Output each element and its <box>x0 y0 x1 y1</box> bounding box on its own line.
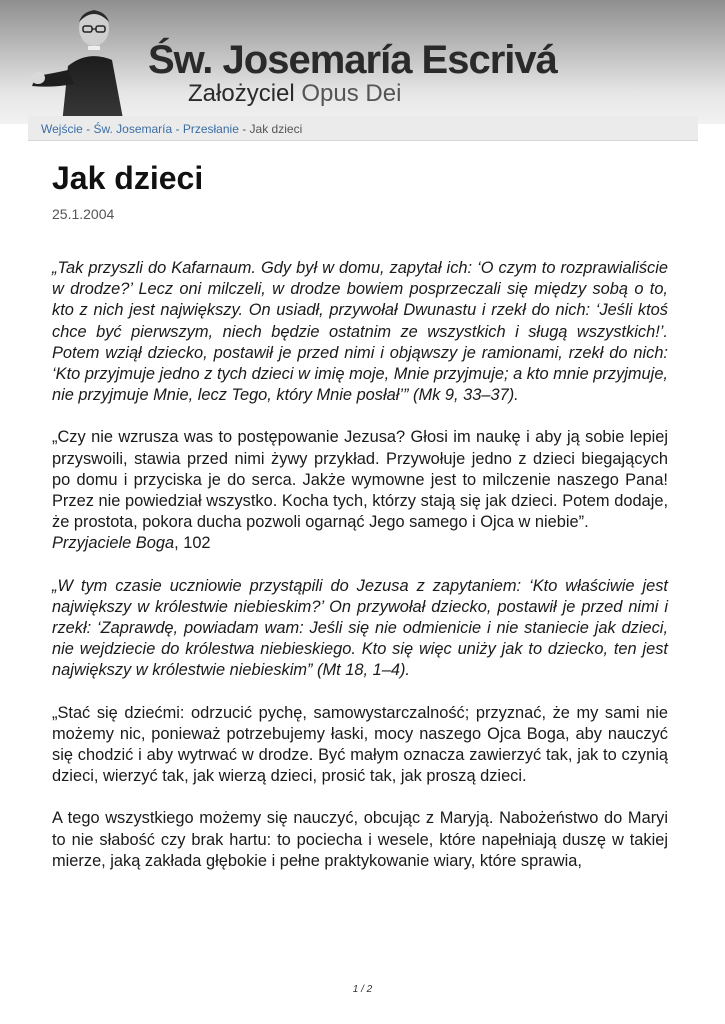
scripture-quote-matthew: „W tym czasie uczniowie przystąpili do Jezusa z zapytaniem: ‘Kto właściwie jest największy w królestwie niebieskim?’ On przywołał dziecko, postawił je przed nimi i rzekł: ‘Zaprawdę, powiadam wam: Jeśli się nie odmienicie i nie staniecie jak dzieci, nie wejdziecie do królestwa niebieskiego. Kto się więc uniży jak to dziecko, ten jest największy w królestwie niebieskim” (Mt 18, 1–4). <box>52 576 668 680</box>
breadcrumb-link-message[interactable]: Przesłanie <box>182 122 239 136</box>
commentary-paragraph: „Stać się dziećmi: odrzucić pychę, samowystarczalność; przyznać, że my sami nie możemy nic, ponieważ potrzebujemy łaski, mocy naszego Ojca Boga, aby nauczyć się chodzić i aby wytrwać w drodze. Być małym oznacza zawierzyć tak, jak to czynią dzieci, wierzyć tak, jak wierzą dzieci, prosić tak, jak proszą dzieci. <box>52 703 668 786</box>
breadcrumb-separator: - <box>172 122 183 136</box>
site-subtitle-founder: Założyciel <box>188 80 295 107</box>
breadcrumb-link-josemaria[interactable]: Św. Josemaría <box>93 122 173 136</box>
breadcrumb-separator: - <box>238 122 250 136</box>
site-subtitle <box>188 80 401 108</box>
site-subtitle-org: Opus Dei <box>301 80 402 107</box>
commentary-paragraph: A tego wszystkiego możemy się nauczyć, obcując z Maryją. Nabożeństwo do Maryi to nie słabość czy brak hartu: to pociecha i wesele, które napełniają duszę w takiej mierze, jaką zakłada głębokie i pełne praktykowanie wiary, które sprawia, <box>52 809 668 870</box>
page-indicator: 1 / 2 <box>352 984 373 995</box>
commentary-paragraph: „Czy nie wzrusza was to postępowanie Jezusa? Głosi im naukę i aby ją sobie lepiej przyswoili, stawia przed nimi żywy przykład. Przywołuje jedno z dzieci biegających po domu i przyciska je do serca. Jakże wymowne jest to milczenie naszego Pana! Przez nie powiedział wszystko. Kocha tych, którzy stają się jak dzieci. Potem dodaje, że prostota, pokora ducha pozwoli ogarnąć Jego samego i Ojca w niebie”. <box>52 428 668 532</box>
source-book-page: , 102 <box>174 534 211 553</box>
site-title: Św. Josemaría Escrivá <box>148 38 557 82</box>
breadcrumb-link-home[interactable]: Wejście <box>41 122 83 136</box>
source-book-title: Przyjaciele Boga <box>52 534 175 553</box>
page-title: Jak dzieci <box>52 160 204 196</box>
site-header <box>0 0 725 124</box>
article-date: 25.1.2004 <box>52 206 115 222</box>
article-body <box>52 258 668 893</box>
founder-portrait <box>28 4 148 124</box>
breadcrumb <box>41 122 302 136</box>
source-citation <box>52 533 668 554</box>
breadcrumb-bar <box>28 116 698 141</box>
scripture-quote-mark: „Tak przyszli do Kafarnaum. Gdy był w domu, zapytał ich: ‘O czym to rozprawialiście w drodze?’ Lecz oni milczeli, w drodze bowiem posprzeczali się między sobą o to, kto z nich jest największy. On usiadł, przywołał Dwunastu i rzekł do nich: ‘Jeśli ktoś chce być pierwszym, niech będzie ostatnim ze wszystkich i sługą wszystkich!’. Potem wziął dziecko, postawił je przed nimi i objąwszy je ramionami, rzekł do nich: ‘Kto przyjmuje jedno z tych dzieci w imię moje, Mnie przyjmuje; a kto mnie przyjmuje, nie przyjmuje Mnie, lecz Tego, który Mnie posłał’” (Mk 9, 33–37). <box>52 259 668 405</box>
breadcrumb-separator: - <box>82 122 94 136</box>
breadcrumb-current: Jak dzieci <box>249 122 303 136</box>
